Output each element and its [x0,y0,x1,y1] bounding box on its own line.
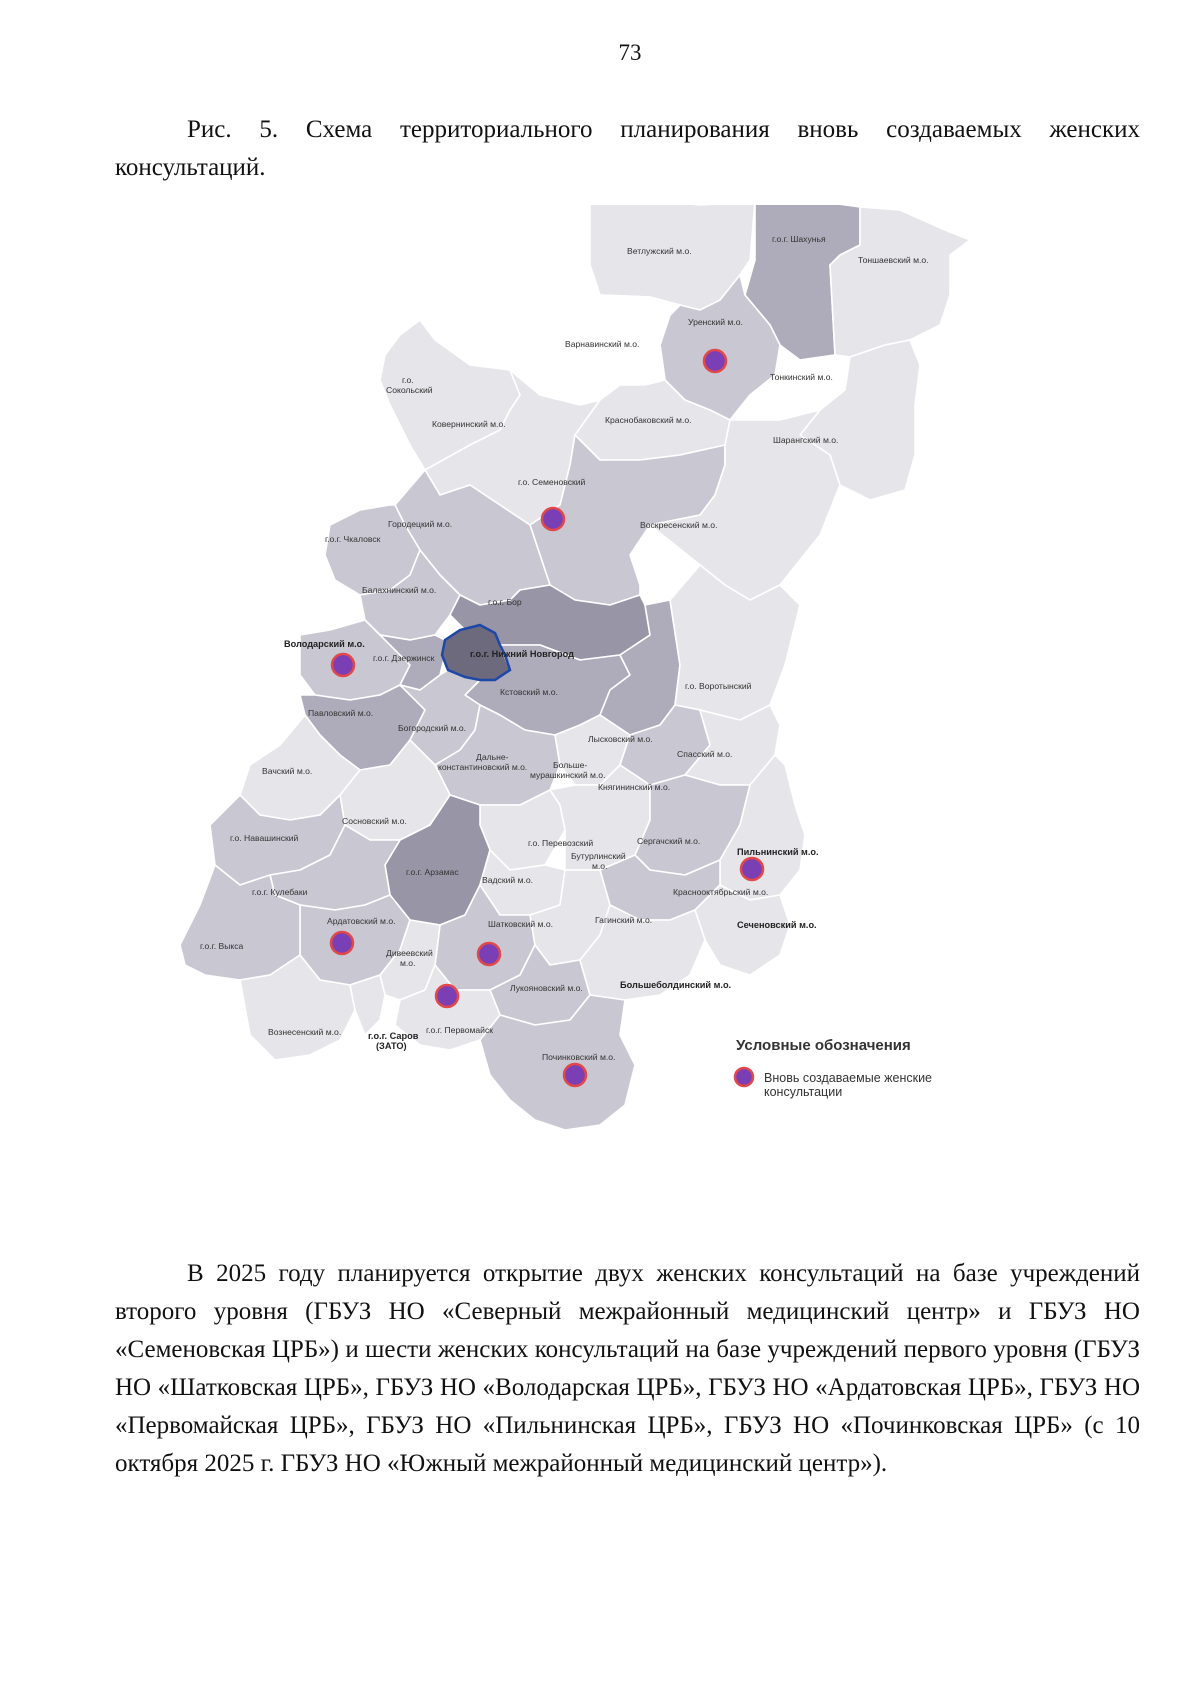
clinic-marker-pilninsky [741,858,763,880]
label-semenovsky: г.о. Семеновский [518,477,586,487]
label-pochinkovsky: Починковский м.о. [542,1052,616,1062]
label-shatkovsky: Шатковский м.о. [488,919,554,929]
label-perevozsky: г.о. Перевозский [528,838,594,848]
label-vetluzhsky: Ветлужский м.о. [627,246,692,256]
clinic-marker-shatkovsky [478,943,500,965]
legend-title: Условные обозначения [736,1037,911,1054]
label-bolshemurash-1: Больше- [553,760,588,770]
legend-item-line1: Вновь создаваемые женские [764,1071,932,1085]
label-ardatovsky: Ардатовский м.о. [327,916,396,926]
label-navashinsky: г.о. Навашинский [230,833,299,843]
label-dalnekonst-2: константиновский м.о. [438,762,528,772]
legend-marker-icon [735,1068,753,1086]
label-diveevsky-2: м.о. [400,958,416,968]
label-diveevsky-1: Дивеевский [386,948,433,958]
clinic-marker-volodarsky [332,654,354,676]
clinic-marker-semenovsky [542,508,564,530]
label-gorodetsky: Городецкий м.о. [388,519,453,529]
label-bolshemurash-2: мурашкинский м.о. [530,770,606,780]
label-kovernino: Ковернинский м.о. [432,419,506,429]
label-volodarsky: Володарский м.о. [284,639,365,649]
label-balakhninsky: Балахнинский м.о. [362,585,437,595]
label-spassky: Спасский м.о. [677,749,733,759]
label-voznesensky: Вознесенский м.о. [268,1027,342,1037]
label-dalnekonst-1: Дальне- [476,752,509,762]
label-arzamas: г.о.г. Арзамас [406,867,459,877]
label-sarov-1: г.о.г. Саров [368,1031,419,1041]
label-varnavinsky: Варнавинский м.о. [565,339,640,349]
label-tonshaevsky: Тоншаевский м.о. [858,255,929,265]
label-butur-2: м.о. [592,861,608,871]
map-legend [735,1037,932,1099]
label-sokolsky-2: Сокольский [386,385,433,395]
label-bolsheboldinsky: Большеболдинский м.о. [620,980,732,990]
legend-item-line2: консультации [764,1085,843,1099]
clinic-marker-pochinkovsky [564,1064,586,1086]
clinic-marker-pervomaysk [436,985,458,1007]
region-map-svg [180,205,1060,1235]
label-pavlovsky: Павловский м.о. [308,708,374,718]
label-bor: г.о.г. Бор [488,597,522,607]
label-sokolsky-1: г.о. [402,375,414,385]
label-voskresensky: Воскресенский м.о. [640,520,718,530]
district-sarov [350,975,385,1035]
label-krasnobakovsky: Краснобаковский м.о. [605,415,692,425]
label-pilninsky: Пильнинский м.о. [737,847,819,857]
label-vachsky: Вачский м.о. [262,766,313,776]
label-krasnooktyabrsky: Краснооктябрьский м.о. [673,887,769,897]
label-kulebaki: г.о.г. Кулебаки [252,887,308,897]
body-paragraph: В 2025 году планируется открытие двух женских консультаций на базе учреждений второго уровня (ГБУЗ НО «Северный межрайонный медицинский центр» и ГБУЗ НО «Семеновская ЦРБ») и шести женских консультаций на базе учреждений первого уровня (ГБУЗ НО «Шатковская ЦРБ», ГБУЗ НО «Володарская ЦРБ», ГБУЗ НО «Ардатовская ЦРБ», ГБУЗ НО «Первомайская ЦРБ», ГБУЗ НО «Пильнинская ЦРБ», ГБУЗ НО «Починковская ЦРБ» (с 10 октября 2025 г. ГБУЗ НО «Южный межрайонный медицинский центр»). [115,1260,1140,1477]
label-lyskovsky: Лысковский м.о. [588,734,653,744]
label-shakhunya: г.о.г. Шахунья [772,234,826,244]
label-chkalovsk: г.о.г. Чкаловск [325,534,381,544]
label-bogorodsky: Богородский м.о. [398,723,467,733]
clinic-marker-urensky [704,350,726,372]
figure-caption: Рис. 5. Схема территориального планирования вновь создаваемых женских консультаций. [115,116,1140,181]
label-kstovsky: Кстовский м.о. [500,687,558,697]
label-knyagininsky: Княгининский м.о. [598,782,671,792]
region-map [180,205,1060,1235]
label-sosnovsky: Сосновский м.о. [342,816,407,826]
label-sechenovsky: Сеченовский м.о. [737,920,817,930]
label-tonkinsky: Тонкинский м.о. [770,372,833,382]
label-lukoyanovsky: Лукояновский м.о. [510,983,583,993]
label-vorotynsky: г.о. Воротынский [685,681,752,691]
label-sergachsky: Сергачский м.о. [637,836,701,846]
page-number: 73 [618,40,642,65]
label-pervomaysk: г.о.г. Первомайск [426,1025,494,1035]
district-sechenovsky [695,885,790,975]
label-dzerzhinsk: г.о.г. Дзержинск [373,653,435,663]
label-vadsky: Вадский м.о. [482,875,534,885]
label-sarov-2: (ЗАТО) [376,1041,407,1051]
label-vyksa: г.о.г. Выкса [200,941,244,951]
label-urensky: Уренский м.о. [688,317,743,327]
label-sharangsky: Шарангский м.о. [773,435,839,445]
label-nizhny: г.о.г. Нижний Новгород [470,649,574,659]
clinic-marker-ardatovsky [331,932,353,954]
label-butur-1: Бутурлинский [571,851,626,861]
label-gaginsky: Гагинский м.о. [595,915,653,925]
